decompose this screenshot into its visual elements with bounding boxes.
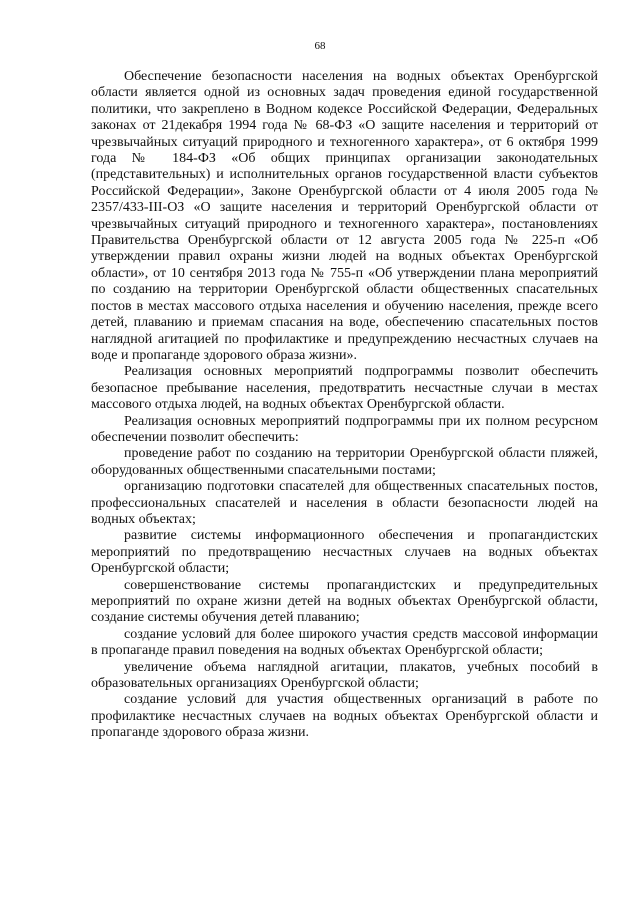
paragraph-resource-provision: Реализация основных мероприятий подпрограммы при их полном ресурсном обеспечении позволит обеспечить: — [91, 413, 598, 445]
document-body — [91, 69, 598, 742]
list-item-public-organizations: создание условий для участия общественных организаций в работе по профилактике несчастных случаев на водных объектах Оренбургской области и пропаганде здорового образа жизни. — [91, 692, 598, 741]
list-item-rescuer-training: организацию подготовки спасателей для общественных спасательных постов, профессиональных спасателей и населения в области безопасности людей на водных объектах; — [91, 479, 598, 527]
paragraph-water-safety-policy: Обеспечение безопасности населения на водных объектах Оренбургской области является одной из основных задач проведения единой государственной политики, что закреплено в Водном кодексе Российской Федерации, Федеральных законах от 21декабря 1994 года № 68-ФЗ «О защите населения и территорий от чрезвычайных ситуаций природного и техногенного характера», от 6 октября 1999 года № 184-ФЗ «Об общих принципах организации законодательных (представительных) и исполнительных органов государственной власти субъектов Российской Федерации», Законе Оренбургской области от 4 июля 2005 года № 2357/433-III-ОЗ «О защите населения и территорий Оренбургской области от чрезвычайных ситуаций природного и техногенного характера», постановлениях Правительства Оренбургской области от 12 августа 2005 года № 225-п «Об утверждении правил охраны жизни людей на водных объектах Оренбургской области», от 10 сентября 2013 года № 755-п «Об утверждении плана мероприятий по созданию на территории Оренбургской области общественных спасательных постов в местах массового отдыха населения и обучению населения, прежде всего детей, плаванию и приемам спасания на воде, обеспечению спасательных постов наглядной агитацией по профилактике и предупреждению несчастных случаев на воде и пропаганде здорового образа жизни». — [91, 69, 598, 363]
list-item-information-system: развитие системы информационного обеспечения и пропагандистских мероприятий по предотвращению несчастных случаев на водных объектах Оренбургской области; — [91, 528, 598, 577]
list-item-child-safety: совершенствование системы пропагандистских и предупредительных мероприятий по охране жизни детей на водных объектах Оренбургской области, создание системы обучения детей плаванию; — [91, 577, 598, 626]
list-item-beaches: проведение работ по созданию на территории Оренбургской области пляжей, оборудованных общественными спасательными постами; — [91, 446, 598, 478]
list-item-mass-media: создание условий для более широкого участия средств массовой информации в пропаганде правил поведения на водных объектах Оренбургской области; — [91, 626, 598, 659]
list-item-visual-agitation: увеличение объема наглядной агитации, плакатов, учебных пособий в образовательных организациях Оренбургской области; — [91, 659, 598, 692]
page-number: 68 — [314, 40, 326, 52]
paragraph-subprogram-outcome: Реализация основных мероприятий подпрограммы позволит обеспечить безопасное пребывание населения, предотвратить несчастные случаи в местах массового отдыха людей, на водных объектах Оренбургской области. — [91, 364, 598, 413]
